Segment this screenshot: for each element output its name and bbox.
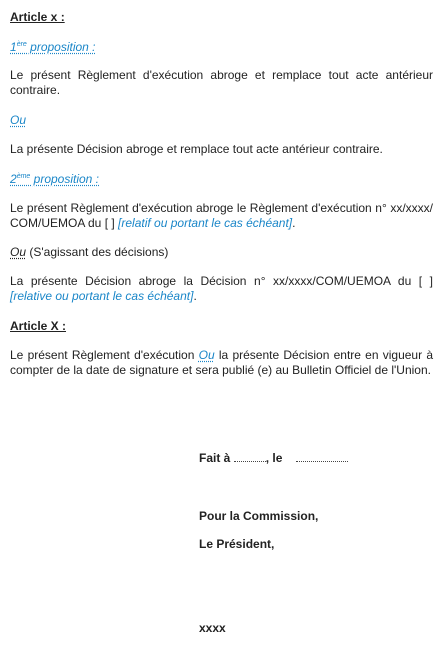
- decision-bracket-note: [relative ou portant le cas échéant]: [10, 289, 194, 303]
- vigueur-after: la présente Décision entre en vigueur à compter de la date de signature et sera publié (e) au Bulletin Officiel de l'Union.: [10, 348, 433, 377]
- reglement-abroge-reglement-paragraph: [10, 201, 433, 231]
- proposition-2-sup: ème: [16, 173, 31, 180]
- proposition-1-heading: [10, 40, 433, 55]
- proposition-2-ordinal: 2: [10, 172, 17, 186]
- article-x-heading: [10, 10, 433, 25]
- signatory-name-text: xxxx: [199, 621, 226, 635]
- reglement-abroge-text: Le présent Règlement d'exécution abroge et remplace tout acte antérieur contraire.: [10, 68, 433, 97]
- vigueur-before: Le présent Règlement d'exécution: [10, 348, 199, 362]
- date-blank: [296, 452, 348, 462]
- reglement-bracket-note: [relatif ou portant le cas échéant]: [118, 216, 293, 230]
- ou-separator-1: [10, 113, 433, 128]
- article-X-heading: [10, 319, 433, 334]
- ou-2-text: Ou: [10, 245, 27, 259]
- proposition-1-ordinal: 1: [10, 40, 17, 54]
- reglement-abroge-reglement-text: Le présent Règlement d'exécution abroge le Règlement d'exécution n° xx/xxxx/ COM/UEMOA du [ ]: [10, 201, 433, 230]
- pour-commission-text: Pour la Commission,: [199, 509, 319, 523]
- decision-abroge-decision-text: La présente Décision abroge la Décision n° xx/xxxx/COM/UEMOA du [ ]: [10, 274, 433, 288]
- proposition-1-sup: ère: [16, 41, 27, 48]
- pour-la-commission: [199, 509, 318, 524]
- decision-abroge-paragraph: [10, 142, 433, 157]
- signatory-name: [199, 621, 226, 636]
- le-president: [199, 537, 274, 552]
- reglement-end: .: [292, 216, 296, 230]
- ou-1-text: Ou: [10, 113, 27, 127]
- proposition-2-heading: [10, 172, 433, 187]
- article-x-heading-text: Article x :: [10, 10, 65, 24]
- decision-end: .: [193, 289, 197, 303]
- article-X-heading-text: Article X :: [10, 319, 67, 333]
- ou-decisions-line: [10, 245, 433, 260]
- decision-abroge-text: La présente Décision abroge et remplace tout acte antérieur contraire.: [10, 142, 383, 156]
- proposition-1-label: proposition :: [26, 40, 96, 54]
- decision-abroge-decision-paragraph: [10, 274, 433, 304]
- vigueur-ou: Ou: [198, 348, 215, 362]
- le-label: , le: [265, 451, 283, 465]
- ou-2-note: (S'agissant des décisions): [26, 245, 169, 259]
- proposition-2-label: proposition :: [30, 172, 100, 186]
- fait-a-line: [199, 451, 348, 466]
- entree-en-vigueur-paragraph: [10, 348, 433, 378]
- place-blank: [234, 452, 266, 462]
- president-text: Le Président,: [199, 537, 275, 551]
- fait-a-label: Fait à: [199, 451, 234, 465]
- reglement-abroge-paragraph: [10, 68, 433, 98]
